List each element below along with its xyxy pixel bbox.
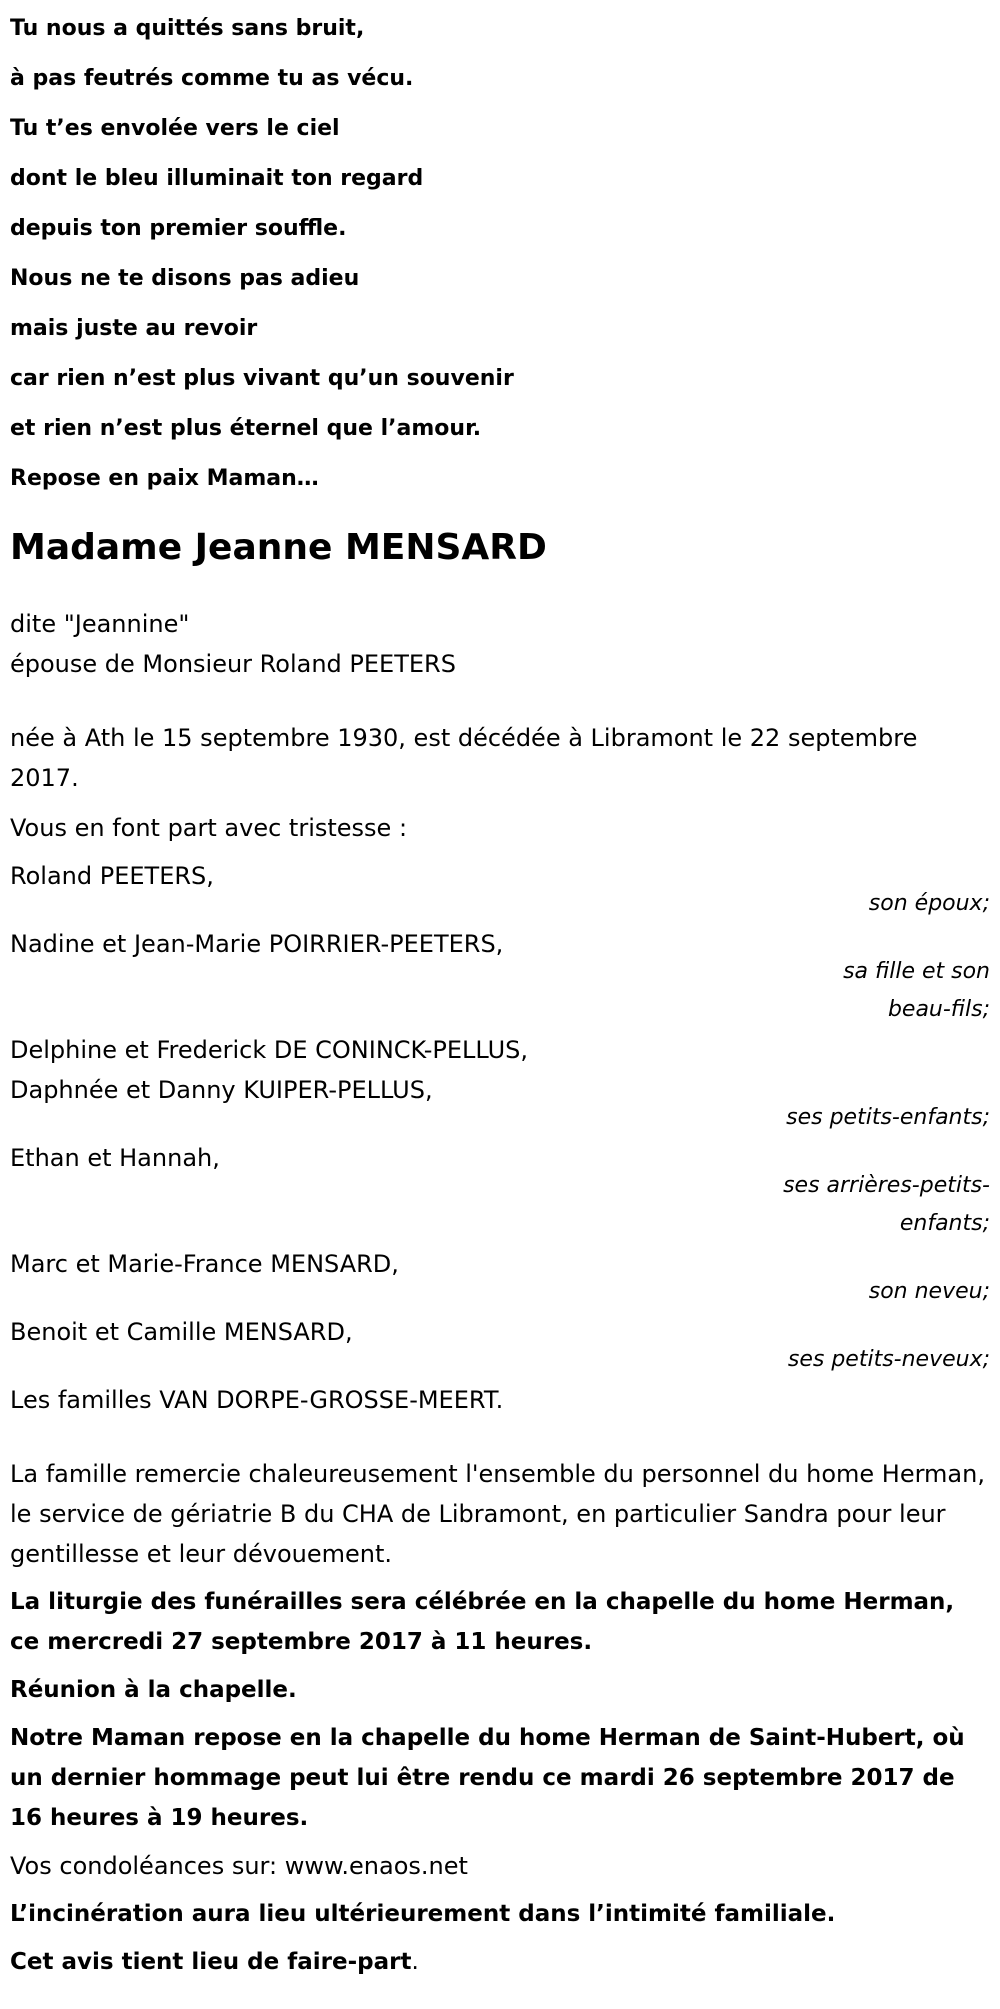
poem-line: depuis ton premier souffle. xyxy=(10,216,347,241)
poem-line: à pas feutrés comme tu as vécu. xyxy=(10,66,414,91)
family-relation: sa fille et son xyxy=(843,959,990,984)
deceased-spouse: épouse de Monsieur Roland PEETERS xyxy=(10,650,456,678)
family-entry xyxy=(10,1138,990,1244)
family-entry xyxy=(10,1244,990,1312)
poem xyxy=(10,0,990,504)
family-relation: son époux; xyxy=(868,891,990,916)
family-entry xyxy=(10,856,990,924)
closing-family: Les familles VAN DORPE-GROSSE-MEERT. xyxy=(10,1386,504,1414)
poem-line: dont le bleu illuminait ton regard xyxy=(10,166,424,191)
poem-line: Nous ne te disons pas adieu xyxy=(10,266,360,291)
family-relation: ses petits-enfants; xyxy=(786,1105,990,1130)
family-relation: ses arrières-petits- xyxy=(783,1173,990,1198)
family-names: Roland PEETERS, xyxy=(10,862,214,890)
family-relation-continued: enfants; xyxy=(899,1211,990,1236)
family-relation: son neveu; xyxy=(868,1279,990,1304)
family-entry xyxy=(10,924,990,1030)
birth-death-info: née à Ath le 15 septembre 1930, est décédée à Libramont le 22 septembre 2017. xyxy=(10,724,918,792)
family-names: Marc et Marie-France MENSARD, xyxy=(10,1250,399,1278)
poem-line: et rien n’est plus éternel que l’amour. xyxy=(10,416,482,441)
notice-period: . xyxy=(411,1949,419,1975)
deceased-nickname: dite "Jeannine" xyxy=(10,610,190,638)
cremation-info: L’incinération aura lieu ultérieurement dans l’intimité familiale. xyxy=(10,1901,836,1927)
condolences-info: Vos condoléances sur: www.enaos.net xyxy=(10,1852,468,1880)
poem-line: Tu t’es envolée vers le ciel xyxy=(10,116,340,141)
family-relation: ses petits-neveux; xyxy=(787,1347,990,1372)
poem-line: mais juste au revoir xyxy=(10,316,258,341)
family-relation-continued: beau-fils; xyxy=(887,997,990,1022)
deceased-name: Madame Jeanne MENSARD xyxy=(10,527,547,568)
poem-line: Tu nous a quittés sans bruit, xyxy=(10,16,365,41)
family-list xyxy=(10,856,990,1420)
visitation-info: Notre Maman repose en la chapelle du home Herman de Saint-Hubert, où un dernier hommage peut lui être rendu ce mardi 26 septembre 2017 de 16 heures à 19 heures. xyxy=(10,1725,965,1831)
thanks-paragraph: La famille remercie chaleureusement l'ensemble du personnel du home Herman, le service de gériatrie B du CHA de Libramont, en particulier Sandra pour leur gentillesse et leur dévouement. xyxy=(10,1460,985,1568)
family-entry xyxy=(10,1030,990,1138)
family-names: Ethan et Hannah, xyxy=(10,1144,220,1172)
poem-line: car rien n’est plus vivant qu’un souvenir xyxy=(10,366,514,391)
family-names: Benoit et Camille MENSARD, xyxy=(10,1318,353,1346)
funeral-liturgy: La liturgie des funérailles sera célébrée en la chapelle du home Herman, ce mercredi 27 septembre 2017 à 11 heures. xyxy=(10,1589,955,1655)
poem-line: Repose en paix Maman… xyxy=(10,466,319,491)
announcement-intro: Vous en font part avec tristesse : xyxy=(10,814,408,842)
notice-line xyxy=(10,1942,990,1982)
family-names: Nadine et Jean-Marie POIRRIER-PEETERS, xyxy=(10,930,504,958)
family-names: Delphine et Frederick DE CONINCK-PELLUS, xyxy=(10,1036,529,1064)
meeting-location: Réunion à la chapelle. xyxy=(10,1677,297,1703)
family-entry xyxy=(10,1312,990,1380)
family-names: Daphnée et Danny KUIPER-PELLUS, xyxy=(10,1076,433,1104)
notice-text: Cet avis tient lieu de faire-part xyxy=(10,1949,412,1975)
